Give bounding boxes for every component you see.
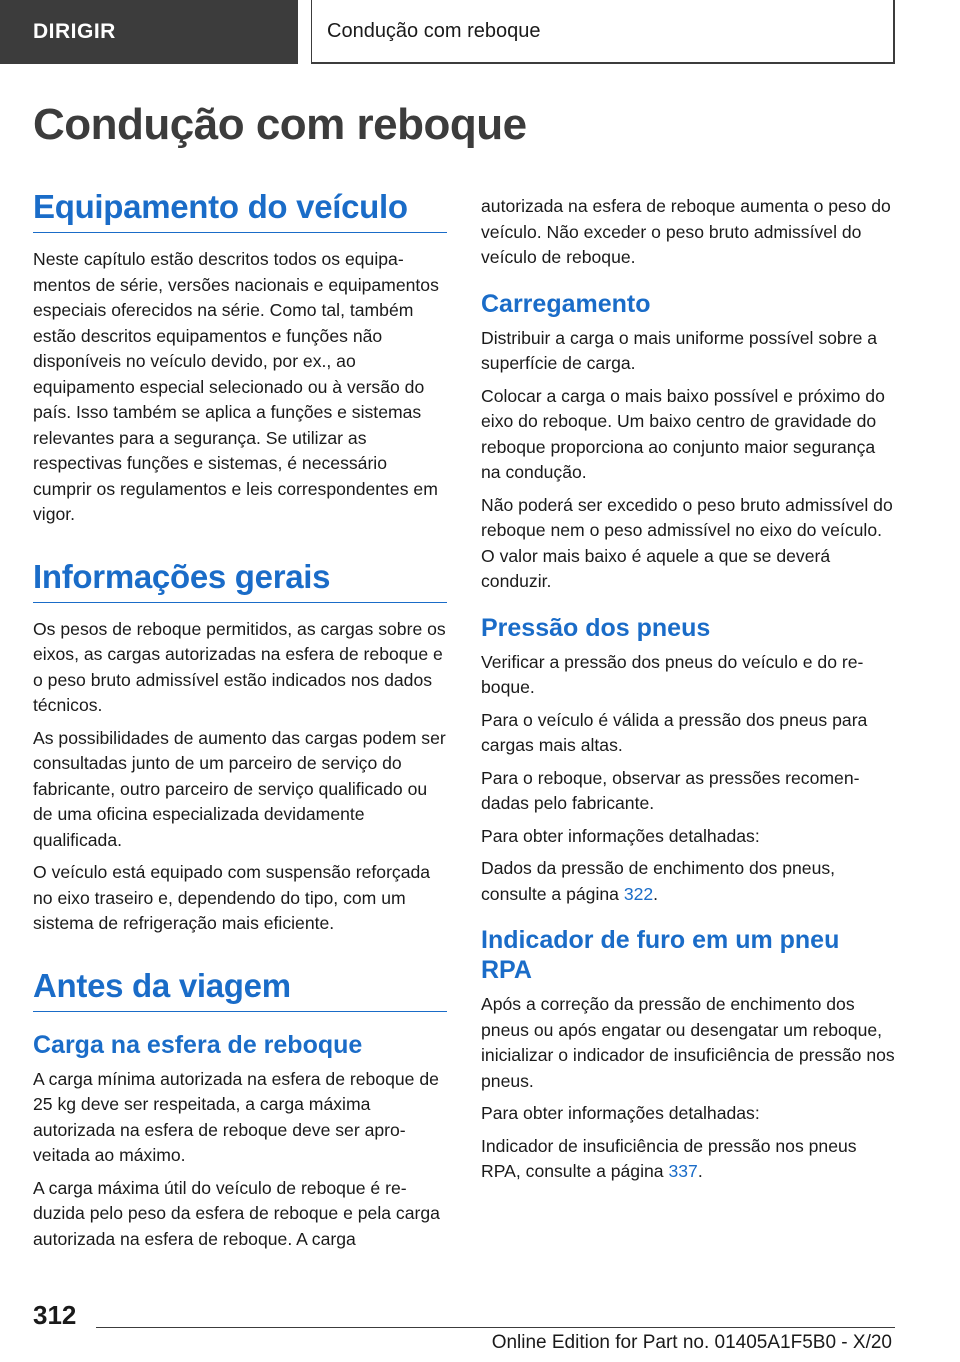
subheading-carga-esfera: Carga na esfera de reboque (33, 1030, 363, 1059)
page-link-322[interactable]: 322 (623, 883, 654, 904)
paragraph: Para obter informações detalhadas: (481, 825, 760, 846)
section-label: DIRIGIR (33, 20, 116, 43)
page-link-337[interactable]: 337 (668, 1161, 698, 1181)
left-column (33, 188, 447, 1252)
subheading-indicador-furo: Indicador de furo em um pneu RPA (481, 926, 840, 984)
paragraph: Verificar a pressão dos pneus do veículo e do reboque. (481, 651, 864, 697)
paragraph: Distribuir a carga o mais uniforme possível sobre a superfície de carga. (481, 327, 878, 373)
paragraph: Os pesos de reboque permitidos, as cargas sobre os eixos, as cargas autorizadas na esfera de reboque e o peso bruto admissível estão indicados nos dados técnicos. (33, 618, 446, 715)
chapter-tab (311, 0, 895, 64)
section-tab (0, 0, 298, 64)
footer-edition: Online Edition for Part no. 01405A1F5B0 - X/20 (491, 1332, 892, 1353)
paragraph: O veículo está equipado com suspensão reforçada no eixo traseiro e, dependendo do tipo, com um sistema de refrigeração mais eficiente. (33, 862, 431, 933)
paragraph-text: Dados da pressão de enchimento dos pneus, consulte a página (481, 858, 836, 904)
paragraph: Neste capítulo estão descritos todos os equipamentos de série, versões nacionais e equipamentos especiais oferecidos na série. Como tal, também estão descritos equipamentos e funções não disponíveis no veículo devido, por ex., ao equipamento especial selecionado ou à versão do país. Isso também se aplica a funções e sistemas relevantes para a segurança. Se utilizar as respectivas funções e sistemas, é necessário cumprir os regulamentos e leis correspondentes em vigor. (33, 249, 439, 524)
page-title: Condução com reboque (33, 100, 527, 149)
page-number: 312 (33, 1300, 77, 1330)
chapter-label: Condução com reboque (327, 19, 541, 42)
paragraph: autorizada na esfera de reboque aumenta o peso do veículo. Não exceder o peso bruto admissível do veículo de reboque. (481, 196, 891, 267)
paragraph: Colocar a carga o mais baixo possível e próximo do eixo do reboque. Um baixo centro de gravidade do reboque proporciona ao conjunto maior segurança na condução. (481, 385, 885, 482)
paragraph-with-link: Indicador de insuficiência de pressão nos pneus RPA, consulte a página 337. (481, 1135, 857, 1181)
paragraph: Não poderá ser excedido o peso bruto admissível do reboque nem o peso admissível no eixo do veículo. O valor mais baixo é aquele a que se deverá conduzir. (481, 494, 893, 591)
paragraph: Após a correção da pressão de enchimento dos pneus ou após engatar ou desengatar um reboque, inicializar o indicador de insuficiência de pressão nos pneus. (481, 994, 895, 1091)
subheading-carregamento: Carregamento (481, 289, 651, 318)
paragraph: As possibilidades de aumento das cargas podem ser consultadas junto de um parceiro de serviço do fabricante, outro parceiro de serviço qualificado ou de uma oficina especializada devidamente qualificada. (33, 727, 446, 850)
heading-equipamento: Equipamento do veículo (33, 188, 447, 233)
paragraph: Para o reboque, observar as pressões recomendadas pelo fabricante. (481, 767, 860, 813)
paragraph: Para obter informações detalhadas: (481, 1103, 760, 1123)
heading-informacoes-gerais: Informações gerais (33, 558, 447, 603)
paragraph-text: Indicador de insuficiência de pressão nos pneus RPA, consulte a página (481, 1135, 857, 1181)
subheading-pressao-pneus: Pressão dos pneus (481, 613, 711, 642)
paragraph: A carga mínima autorizada na esfera de reboque de 25 kg deve ser respeitada, a carga máxima autorizada na esfera de reboque deve ser aproveitada ao máximo. (33, 1068, 439, 1165)
paragraph: A carga máxima útil do veículo de reboque é reduzida pelo peso da esfera de reboque e pela carga autorizada na esfera de reboque. A carga (33, 1177, 440, 1249)
paragraph: Para o veículo é válida a pressão dos pneus para cargas mais altas. (481, 709, 868, 755)
footer-divider (96, 1327, 895, 1328)
paragraph-with-link: Dados da pressão de enchimento dos pneus, consulte a página 322. (481, 858, 836, 904)
heading-antes-da-viagem: Antes da viagem (33, 967, 447, 1012)
right-column (481, 194, 895, 1185)
